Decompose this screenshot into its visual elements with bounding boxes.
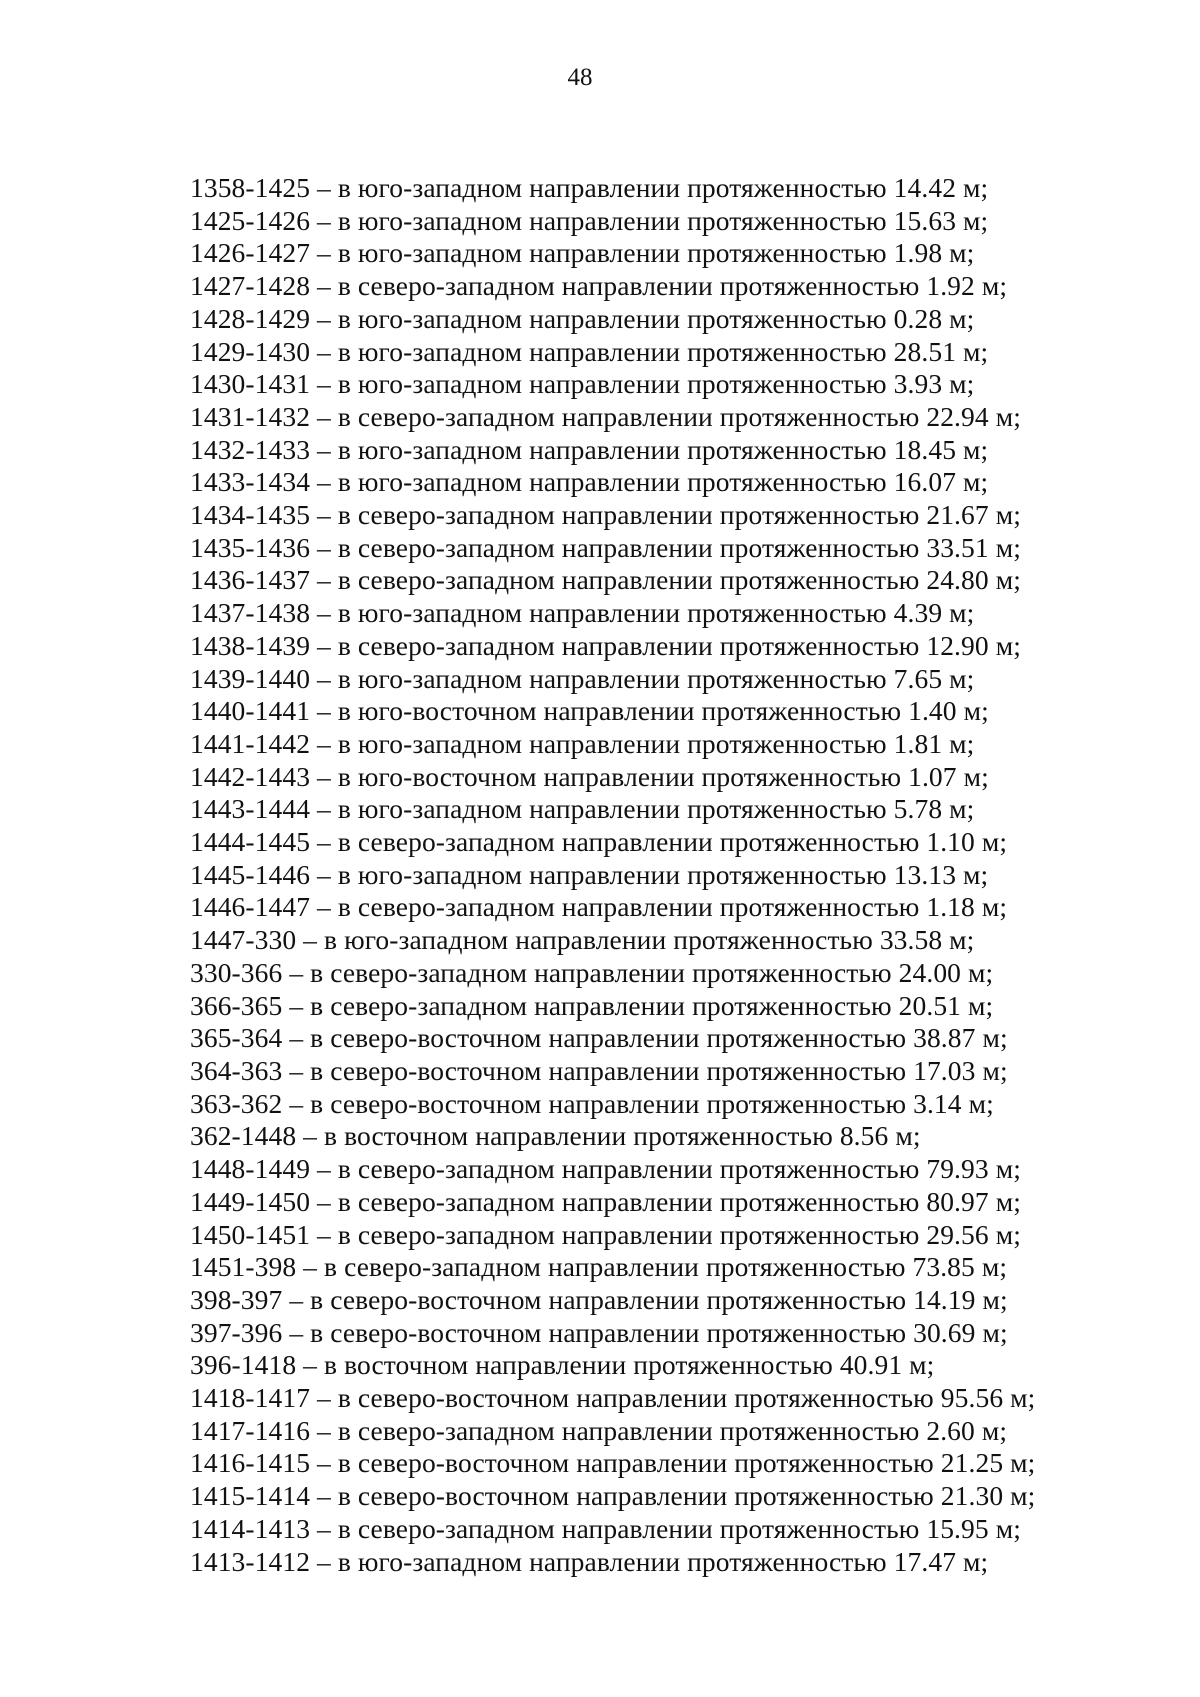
page-number: 48 bbox=[567, 64, 593, 91]
boundary-segment-line: 1418-1417 – в северо-восточном направлении протяженностью 95.56 м; bbox=[190, 1382, 1036, 1414]
boundary-segment-line: 364-363 – в северо-восточном направлении протяженностью 17.03 м; bbox=[190, 1054, 1008, 1086]
boundary-segment-line: 1427-1428 – в северо-западном направлении протяженностью 1.92 м; bbox=[190, 270, 1008, 302]
boundary-segment-line: 330-366 – в северо-западном направлении протяженностью 24.00 м; bbox=[190, 956, 994, 988]
boundary-segment-line: 1415-1414 – в северо-восточном направлении протяженностью 21.30 м; bbox=[190, 1480, 1036, 1512]
boundary-segment-line: 1434-1435 – в северо-западном направлении протяженностью 21.67 м; bbox=[190, 499, 1021, 531]
boundary-segment-line: 1417-1416 – в северо-западном направлении протяженностью 2.60 м; bbox=[190, 1414, 1008, 1446]
boundary-segment-line: 1358-1425 – в юго-западном направлении протяженностью 14.42 м; bbox=[190, 172, 989, 203]
boundary-segment-line: 1438-1439 – в северо-западном направлении протяженностью 12.90 м; bbox=[190, 629, 1021, 661]
boundary-segment-line: 1448-1449 – в северо-западном направлении протяженностью 79.93 м; bbox=[190, 1153, 1021, 1185]
boundary-segment-line: 397-396 – в северо-восточном направлении протяженностью 30.69 м; bbox=[190, 1316, 1008, 1348]
boundary-segment-line: 1433-1434 – в юго-западном направлении протяженностью 16.07 м; bbox=[190, 466, 989, 498]
boundary-segment-line: 1432-1433 – в юго-западном направлении протяженностью 18.45 м; bbox=[190, 433, 989, 465]
boundary-segment-line: 1449-1450 – в северо-западном направлении протяженностью 80.97 м; bbox=[190, 1185, 1021, 1217]
boundary-segment-line: 1446-1447 – в северо-западном направлении протяженностью 1.18 м; bbox=[190, 891, 1008, 923]
boundary-segment-line: 1443-1444 – в юго-западном направлении протяженностью 5.78 м; bbox=[190, 793, 975, 825]
boundary-segment-line: 1450-1451 – в северо-западном направлении протяженностью 29.56 м; bbox=[190, 1218, 1021, 1250]
boundary-segment-line: 366-365 – в северо-западном направлении протяженностью 20.51 м; bbox=[190, 989, 994, 1021]
boundary-segment-line: 1447-330 – в юго-западном направлении протяженностью 33.58 м; bbox=[190, 924, 975, 956]
boundary-segment-line: 1445-1446 – в юго-западном направлении протяженностью 13.13 м; bbox=[190, 858, 989, 890]
boundary-segment-line: 1440-1441 – в юго-восточном направлении протяженностью 1.40 м; bbox=[190, 695, 989, 727]
boundary-segment-line: 1414-1413 – в северо-западном направлении протяженностью 15.95 м; bbox=[190, 1512, 1021, 1544]
boundary-segment-line: 1413-1412 – в юго-западном направлении протяженностью 17.47 м; bbox=[190, 1545, 989, 1577]
boundary-segment-line: 396-1418 – в восточном направлении протяженностью 40.91 м; bbox=[190, 1349, 935, 1381]
boundary-segment-list bbox=[190, 172, 1090, 1578]
boundary-segment-line: 1436-1437 – в северо-западном направлении протяженностью 24.80 м; bbox=[190, 564, 1021, 596]
boundary-segment-line: 1451-398 – в северо-западном направлении протяженностью 73.85 м; bbox=[190, 1251, 1008, 1283]
boundary-segment-line: 1435-1436 – в северо-западном направлении протяженностью 33.51 м; bbox=[190, 531, 1021, 563]
boundary-segment-line: 1442-1443 – в юго-восточном направлении протяженностью 1.07 м; bbox=[190, 760, 989, 792]
boundary-segment-line: 1439-1440 – в юго-западном направлении протяженностью 7.65 м; bbox=[190, 662, 975, 694]
boundary-segment-line: 1425-1426 – в юго-западном направлении протяженностью 15.63 м; bbox=[190, 204, 989, 236]
boundary-segment-line: 365-364 – в северо-восточном направлении протяженностью 38.87 м; bbox=[190, 1022, 1008, 1054]
boundary-segment-line: 1430-1431 – в юго-западном направлении протяженностью 3.93 м; bbox=[190, 368, 975, 400]
boundary-segment-line: 1429-1430 – в юго-западном направлении протяженностью 28.51 м; bbox=[190, 335, 989, 367]
boundary-segment-line: 1426-1427 – в юго-западном направлении протяженностью 1.98 м; bbox=[190, 237, 975, 269]
boundary-segment-line: 1416-1415 – в северо-восточном направлении протяженностью 21.25 м; bbox=[190, 1447, 1036, 1479]
boundary-segment-line: 1441-1442 – в юго-западном направлении протяженностью 1.81 м; bbox=[190, 727, 975, 759]
boundary-segment-line: 1437-1438 – в юго-западном направлении протяженностью 4.39 м; bbox=[190, 597, 975, 629]
boundary-segment-line: 398-397 – в северо-восточном направлении протяженностью 14.19 м; bbox=[190, 1283, 1008, 1315]
boundary-segment-line: 362-1448 – в восточном направлении протяженностью 8.56 м; bbox=[190, 1120, 921, 1152]
boundary-segment-line: 1444-1445 – в северо-западном направлении протяженностью 1.10 м; bbox=[190, 826, 1008, 858]
boundary-segment-line: 1428-1429 – в юго-западном направлении протяженностью 0.28 м; bbox=[190, 302, 975, 334]
boundary-segment-line: 363-362 – в северо-восточном направлении протяженностью 3.14 м; bbox=[190, 1087, 994, 1119]
boundary-segment-line: 1431-1432 – в северо-западном направлении протяженностью 22.94 м; bbox=[190, 400, 1021, 432]
